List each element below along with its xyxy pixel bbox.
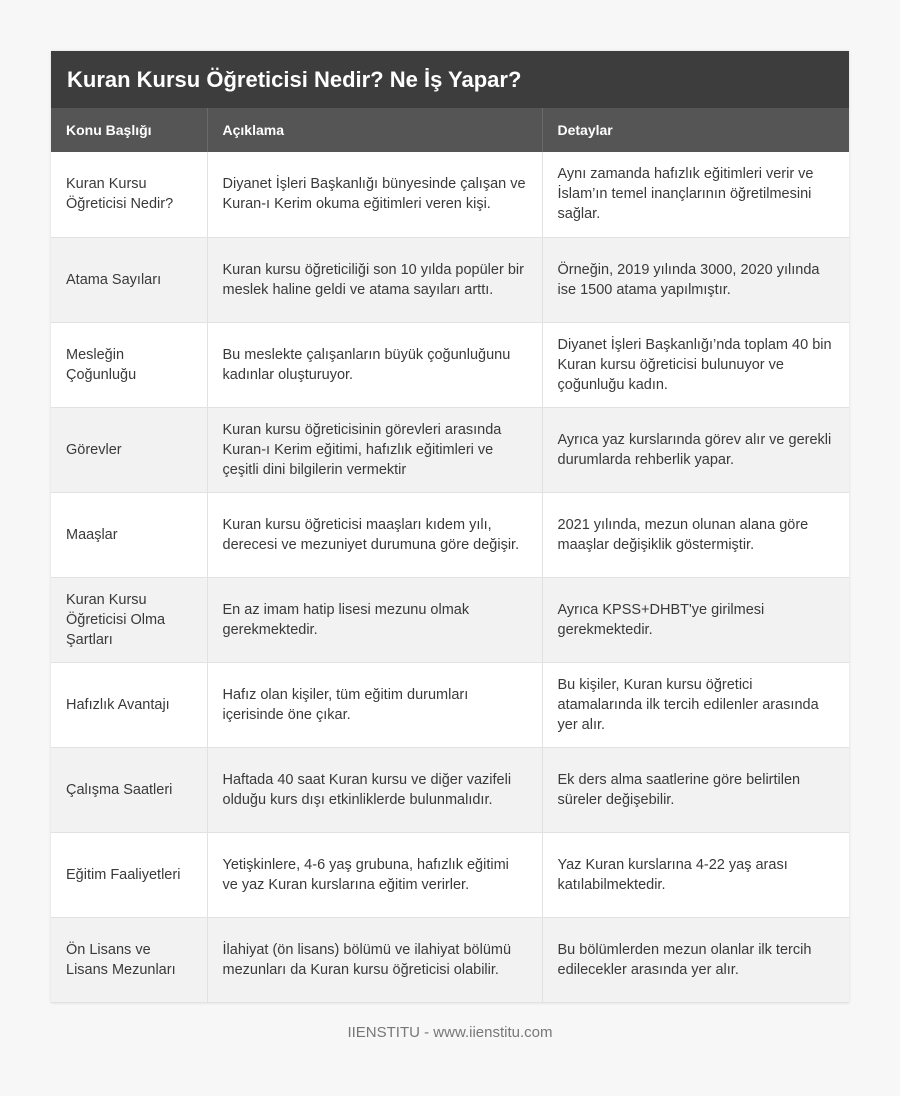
cell-description: Hafız olan kişiler, tüm eğitim durumları içerisinde öne çıkar.: [207, 662, 542, 747]
cell-description: Yetişkinlere, 4-6 yaş grubuna, hafızlık eğitimi ve yaz Kuran kurslarına eğitim verirler.: [207, 832, 542, 917]
cell-details: Yaz Kuran kurslarına 4-22 yaş arası katılabilmektedir.: [542, 832, 849, 917]
table-row: [51, 407, 849, 492]
footer-credit: IIENSTITU - www.iienstitu.com: [347, 1024, 553, 1041]
table-row: [51, 492, 849, 577]
cell-description: Kuran kursu öğreticisi maaşları kıdem yılı, derecesi ve mezuniyet durumuna göre değişir.: [207, 492, 542, 577]
cell-topic: Hafızlık Avantajı: [51, 662, 207, 747]
cell-details: Ek ders alma saatlerine göre belirtilen süreler değişebilir.: [542, 747, 849, 832]
table-row: [51, 237, 849, 322]
table-row: [51, 662, 849, 747]
cell-details: Ayrıca KPSS+DHBT'ye girilmesi gerekmektedir.: [542, 577, 849, 662]
info-table-card: [51, 51, 849, 1003]
table-header-row: [51, 108, 849, 152]
cell-description: İlahiyat (ön lisans) bölümü ve ilahiyat bölümü mezunları da Kuran kursu öğreticisi olabilir.: [207, 917, 542, 1002]
cell-details: 2021 yılında, mezun olunan alana göre maaşlar değişiklik göstermiştir.: [542, 492, 849, 577]
cell-details: Örneğin, 2019 yılında 3000, 2020 yılında ise 1500 atama yapılmıştır.: [542, 237, 849, 322]
cell-details: Diyanet İşleri Başkanlığı’nda toplam 40 bin Kuran kursu öğreticisi bulunuyor ve çoğunluğu kadın.: [542, 322, 849, 407]
table-title: Kuran Kursu Öğreticisi Nedir? Ne İş Yapar?: [51, 51, 849, 108]
table-row: [51, 917, 849, 1002]
info-table: [51, 108, 849, 1003]
cell-description: Kuran kursu öğreticisinin görevleri arasında Kuran-ı Kerim eğitimi, hafızlık eğitimleri ve çeşitli dini bilgilerin vermektir: [207, 407, 542, 492]
cell-description: Kuran kursu öğreticiliği son 10 yılda popüler bir meslek haline geldi ve atama sayıları arttı.: [207, 237, 542, 322]
table-row: [51, 322, 849, 407]
cell-description: Bu meslekte çalışanların büyük çoğunluğunu kadınlar oluşturuyor.: [207, 322, 542, 407]
cell-topic: Ön Lisans ve Lisans Mezunları: [51, 917, 207, 1002]
cell-details: Ayrıca yaz kurslarında görev alır ve gerekli durumlarda rehberlik yapar.: [542, 407, 849, 492]
cell-details: Bu bölümlerden mezun olanlar ilk tercih edilecekler arasında yer alır.: [542, 917, 849, 1002]
cell-description: Haftada 40 saat Kuran kursu ve diğer vazifeli olduğu kurs dışı etkinliklerde bulunmalıdır.: [207, 747, 542, 832]
table-row: [51, 747, 849, 832]
cell-details: Bu kişiler, Kuran kursu öğretici atamalarında ilk tercih edilenler arasında yer alır.: [542, 662, 849, 747]
cell-topic: Çalışma Saatleri: [51, 747, 207, 832]
column-header-topic: Konu Başlığı: [51, 108, 207, 152]
column-header-description: Açıklama: [207, 108, 542, 152]
cell-details: Aynı zamanda hafızlık eğitimleri verir ve İslam’ın temel inançlarının öğretilmesini sağlar.: [542, 152, 849, 237]
cell-topic: Kuran Kursu Öğreticisi Nedir?: [51, 152, 207, 237]
cell-topic: Görevler: [51, 407, 207, 492]
table-row: [51, 832, 849, 917]
column-header-details: Detaylar: [542, 108, 849, 152]
table-row: [51, 577, 849, 662]
table-row: [51, 152, 849, 237]
cell-topic: Atama Sayıları: [51, 237, 207, 322]
cell-description: En az imam hatip lisesi mezunu olmak gerekmektedir.: [207, 577, 542, 662]
cell-topic: Maaşlar: [51, 492, 207, 577]
cell-topic: Eğitim Faaliyetleri: [51, 832, 207, 917]
cell-topic: Mesleğin Çoğunluğu: [51, 322, 207, 407]
cell-topic: Kuran Kursu Öğreticisi Olma Şartları: [51, 577, 207, 662]
cell-description: Diyanet İşleri Başkanlığı bünyesinde çalışan ve Kuran-ı Kerim okuma eğitimleri veren kişi.: [207, 152, 542, 237]
